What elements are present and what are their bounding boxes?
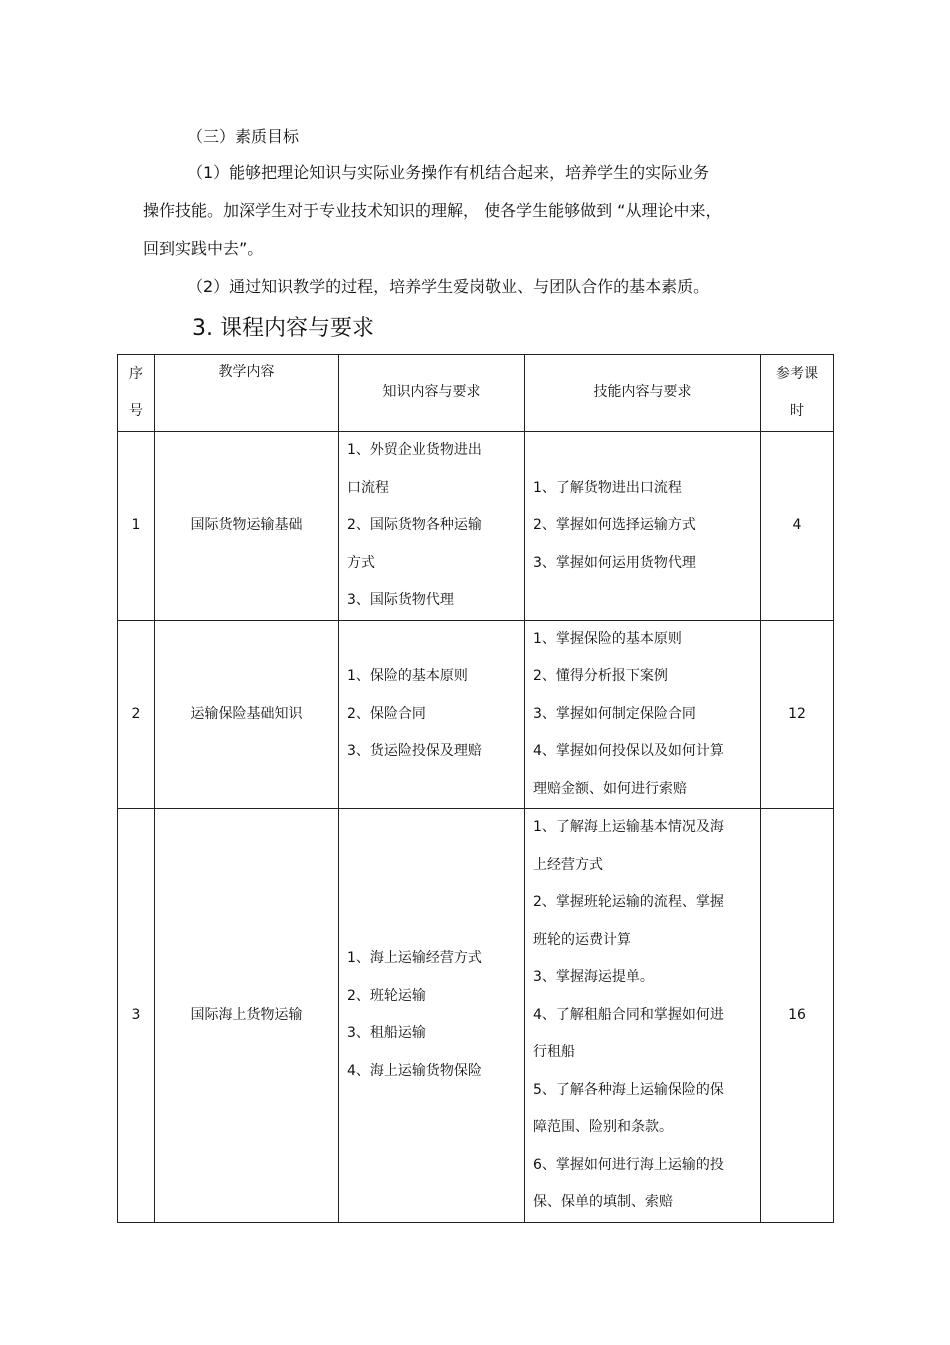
knowledge-line: 口流程: [347, 479, 389, 496]
table-row: [118, 809, 834, 1223]
skill-line: 2、懂得分析报下案例: [533, 668, 668, 684]
table-header-row: [118, 355, 834, 432]
row-content: 运输保险基础知识: [155, 620, 339, 809]
header-hours: [761, 355, 834, 432]
knowledge-line: 2、班轮运输: [347, 987, 426, 1004]
header-skills-label: 技能内容与要求: [593, 384, 692, 401]
knowledge-line: 方式: [347, 554, 375, 571]
skill-line: 4、了解租船合同和掌握如何进: [533, 1006, 724, 1023]
header-seq-line: 序: [129, 365, 143, 382]
skill-line: 3、掌握海运提单。: [533, 969, 654, 985]
knowledge-line: 3、租船运输: [347, 1025, 426, 1042]
header-seq-line: 号: [129, 403, 143, 419]
header-hours-line: 时: [790, 403, 804, 419]
quality-goal-1-line3: 回到实践中去”。: [143, 239, 264, 258]
row-skills: [525, 620, 761, 809]
skill-line: 班轮的运费计算: [533, 931, 631, 948]
skill-line: 1、了解货物进出口流程: [533, 479, 682, 496]
skill-line: 障范围、险别和条款。: [533, 1119, 673, 1135]
header-hours-line: 参考课: [776, 365, 818, 382]
row-knowledge: [339, 809, 525, 1223]
course-content-table: [117, 354, 834, 1223]
skill-line: 3、掌握如何运用货物代理: [533, 554, 696, 571]
knowledge-line: 3、货运险投保及理赔: [347, 743, 482, 759]
row-skills: [525, 809, 761, 1223]
skill-line: 4、掌握如何投保以及如何计算: [533, 743, 724, 759]
quality-goals-heading: （三）素质目标: [187, 127, 300, 146]
header-content: [155, 355, 339, 432]
skill-line: 1、掌握保险的基本原则: [533, 630, 682, 647]
table-row: [118, 432, 834, 621]
knowledge-line: 1、保险的基本原则: [347, 668, 468, 684]
row-hours: 12: [761, 620, 834, 809]
skill-line: 2、掌握班轮运输的流程、掌握: [533, 894, 724, 910]
skill-line: 行租船: [533, 1044, 575, 1060]
row-seq: 1: [118, 432, 155, 621]
row-seq: 3: [118, 809, 155, 1223]
skill-line: 2、掌握如何选择运输方式: [533, 517, 696, 533]
skill-line: 1、了解海上运输基本情况及海: [533, 819, 724, 835]
skill-line: 5、了解各种海上运输保险的保: [533, 1081, 724, 1098]
quality-goal-2: （2）通过知识教学的过程，培养学生爱岗敬业、与团队合作的基本素质。: [187, 277, 710, 296]
skill-line: 3、掌握如何制定保险合同: [533, 705, 696, 722]
knowledge-line: 2、国际货物各种运输: [347, 517, 482, 533]
skill-line: 6、掌握如何进行海上运输的投: [533, 1156, 724, 1173]
header-seq: [118, 355, 155, 432]
skill-line: 保、保单的填制、索赔: [533, 1194, 673, 1210]
row-skills: [525, 432, 761, 621]
row-knowledge: [339, 620, 525, 809]
row-seq: 2: [118, 620, 155, 809]
knowledge-line: 4、海上运输货物保险: [347, 1062, 482, 1079]
section-3-heading: 3. 课程内容与要求: [192, 316, 374, 341]
header-skills: [525, 355, 761, 432]
knowledge-line: 1、外贸企业货物进出: [347, 442, 482, 458]
quality-goal-1-line1: （1）能够把理论知识与实际业务操作有机结合起来，培养学生的实际业务: [187, 163, 710, 182]
quality-goal-1-line2: 操作技能。加深学生对于专业技术知识的理解， 使各学生能够做到 “从理论中来，: [143, 201, 722, 220]
header-knowledge: [339, 355, 525, 432]
knowledge-line: 2、保险合同: [347, 705, 426, 722]
row-knowledge: [339, 432, 525, 621]
knowledge-line: 1、海上运输经营方式: [347, 950, 482, 967]
row-content: 国际货物运输基础: [155, 432, 339, 621]
table-row: [118, 620, 834, 809]
header-knowledge-label: 知识内容与要求: [382, 384, 481, 401]
row-content: 国际海上货物运输: [155, 809, 339, 1223]
row-hours: 16: [761, 809, 834, 1223]
row-hours: 4: [761, 432, 834, 621]
header-content-label: 教学内容: [218, 364, 275, 380]
knowledge-line: 3、国际货物代理: [347, 592, 454, 608]
skill-line: 理赔金额、如何进行索赔: [533, 780, 687, 797]
skill-line: 上经营方式: [533, 856, 603, 873]
